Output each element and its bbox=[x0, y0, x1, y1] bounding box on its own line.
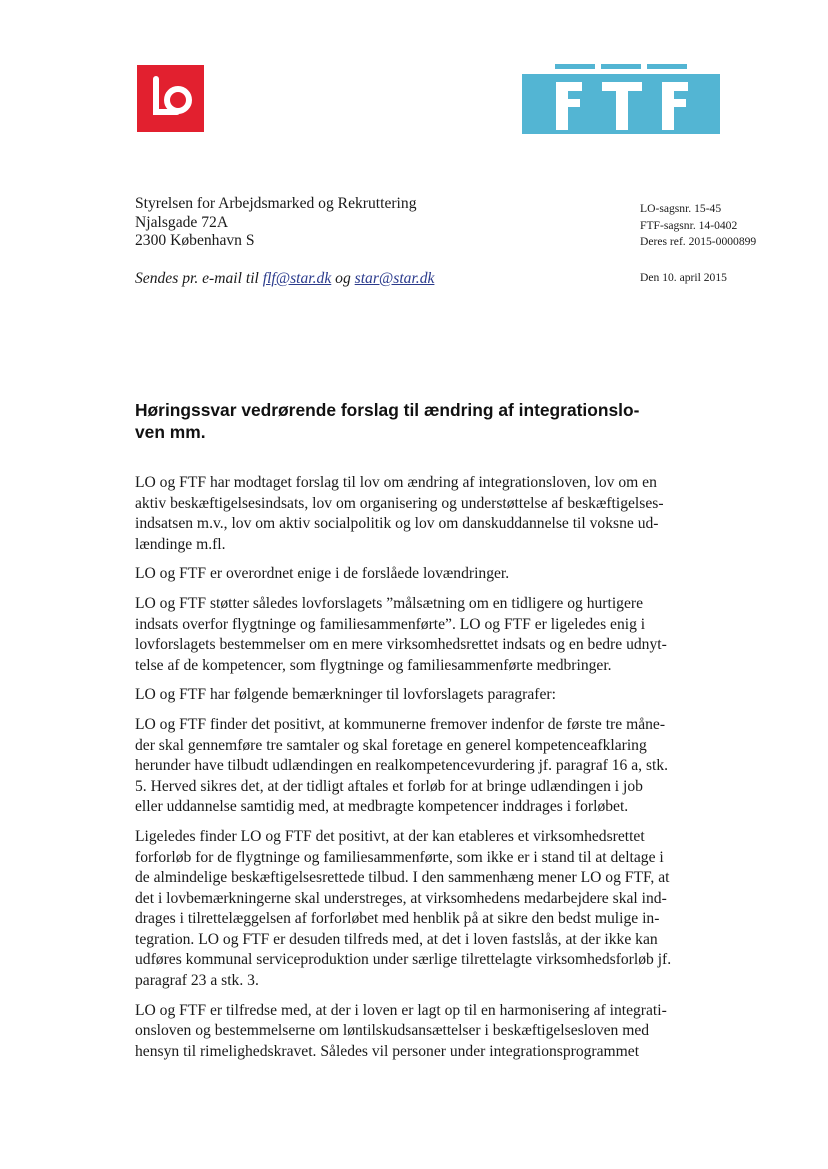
recipient-line: Styrelsen for Arbejdsmarked og Rekruttering bbox=[135, 195, 417, 212]
body-line: der skal gennemføre tre samtaler og skal foretage en generel kompetenceafklaring bbox=[135, 736, 647, 754]
ftf-case-number: FTF-sagsnr. 14-0402 bbox=[640, 218, 738, 232]
send-by-email-line bbox=[135, 270, 434, 288]
email-link-star[interactable]: star@star.dk bbox=[354, 270, 435, 287]
body-line: LO og FTF er tilfredse med, at der i loven er lagt op til en harmonisering af integrati- bbox=[135, 1001, 667, 1019]
ftf-logo bbox=[522, 64, 720, 134]
body-line: tegration. LO og FTF er desuden tilfreds med, at det i loven fastslås, at der ikke kan bbox=[135, 930, 658, 948]
send-og: og bbox=[331, 270, 355, 287]
body-line: LO og FTF støtter således lovforslagets ”målsætning om en tidligere og hurtigere bbox=[135, 594, 643, 612]
email-link-flf[interactable]: flf@star.dk bbox=[262, 270, 332, 287]
body-line: drages i tilrettelæggelsen af forforløbet med henblik på at sikre den bedst mulige in- bbox=[135, 910, 660, 928]
body-line: det i lovbemærkningerne skal understreges, at virksomhedens medarbejdere skal ind- bbox=[135, 889, 667, 907]
body-line: forforløb for de flygtninge og familiesammenførte, som ikke er i stand til at deltage i bbox=[135, 848, 664, 866]
deres-ref: Deres ref. 2015-0000899 bbox=[640, 235, 757, 248]
letter-date: Den 10. april 2015 bbox=[640, 271, 727, 284]
body-line: herunder have tilbudt udlændingen en realkompetencevurdering jf. paragraf 16 a, stk. bbox=[135, 757, 669, 775]
send-prefix: Sendes pr. e-mail til bbox=[135, 270, 263, 287]
lo-case-number: LO-sagsnr. 15-45 bbox=[640, 202, 722, 215]
body-line: telse af de kompetencer, som flygtninge og familiesammenførte medbringer. bbox=[135, 656, 612, 674]
title-line: ven mm. bbox=[135, 421, 206, 442]
body-line: LO og FTF finder det positivt, at kommunerne fremover indenfor de første tre måne- bbox=[135, 715, 666, 733]
recipient-line: 2300 København S bbox=[135, 232, 255, 249]
body-line: LO og FTF er overordnet enige i de forslåede lovændringer. bbox=[135, 565, 510, 583]
document-title bbox=[135, 400, 655, 443]
body-paragraph bbox=[135, 564, 695, 585]
lo-logo-mark bbox=[137, 65, 204, 132]
body-line: de almindelige beskæftigelsesrettede tilbud. I den sammenhæng mener LO og FTF, at bbox=[135, 869, 670, 887]
ftf-logo-mark bbox=[522, 64, 720, 134]
body-line: Ligeledes finder LO og FTF det positivt, at der kan etableres et virksomhedsrettet bbox=[135, 827, 645, 845]
body-line: paragraf 23 a stk. 3. bbox=[135, 972, 259, 990]
body-line: lovforslagets bestemmelser om en mere virksomhedsrettet indsats og en bedre udnyt- bbox=[135, 636, 667, 654]
body-line: aktiv beskæftigelsesindsats, lov om organisering og understøttelse af beskæftigelses- bbox=[135, 494, 664, 512]
body-line: 5. Herved sikres det, at der tidligt aftales et forløb for at bringe udlændingen i job bbox=[135, 777, 643, 795]
body-paragraph bbox=[135, 594, 695, 676]
recipient-address bbox=[135, 195, 417, 251]
body-paragraph bbox=[135, 473, 695, 555]
body-line: LO og FTF har modtaget forslag til lov om ændring af integrationsloven, lov om en bbox=[135, 474, 657, 491]
body-line: eller uddannelse samtidig med, at medbragte kompetencer inddrages i forløbet. bbox=[135, 798, 629, 816]
body-line: LO og FTF har følgende bemærkninger til lovforslagets paragrafer: bbox=[135, 686, 556, 704]
letter-body bbox=[135, 473, 695, 1071]
body-paragraph bbox=[135, 1001, 695, 1063]
body-line: hensyn til rimelighedskravet. Således vil personer under integrationsprogrammet bbox=[135, 1042, 640, 1060]
body-paragraph bbox=[135, 827, 695, 992]
body-line: lændinge m.fl. bbox=[135, 535, 226, 553]
body-line: indsats overfor flygtninge og familiesammenførte”. LO og FTF er ligeledes enig i bbox=[135, 615, 646, 633]
body-paragraph bbox=[135, 715, 695, 818]
body-line: onsloven og bestemmelserne om løntilskudsansættelser i beskæftigelsesloven med bbox=[135, 1022, 650, 1040]
lo-logo bbox=[137, 65, 204, 132]
body-line: udføres kommunal serviceproduktion under særlige tilrettelagte virksomhedsforløb jf. bbox=[135, 951, 672, 969]
title-line: Høringssvar vedrørende forslag til ændring af integrationslo- bbox=[135, 400, 640, 420]
body-paragraph bbox=[135, 685, 695, 706]
recipient-line: Njalsgade 72A bbox=[135, 213, 229, 231]
case-references bbox=[640, 201, 756, 251]
body-line: indsatsen m.v., lov om aktiv socialpolitik og lov om danskuddannelse til voksne ud- bbox=[135, 515, 659, 533]
